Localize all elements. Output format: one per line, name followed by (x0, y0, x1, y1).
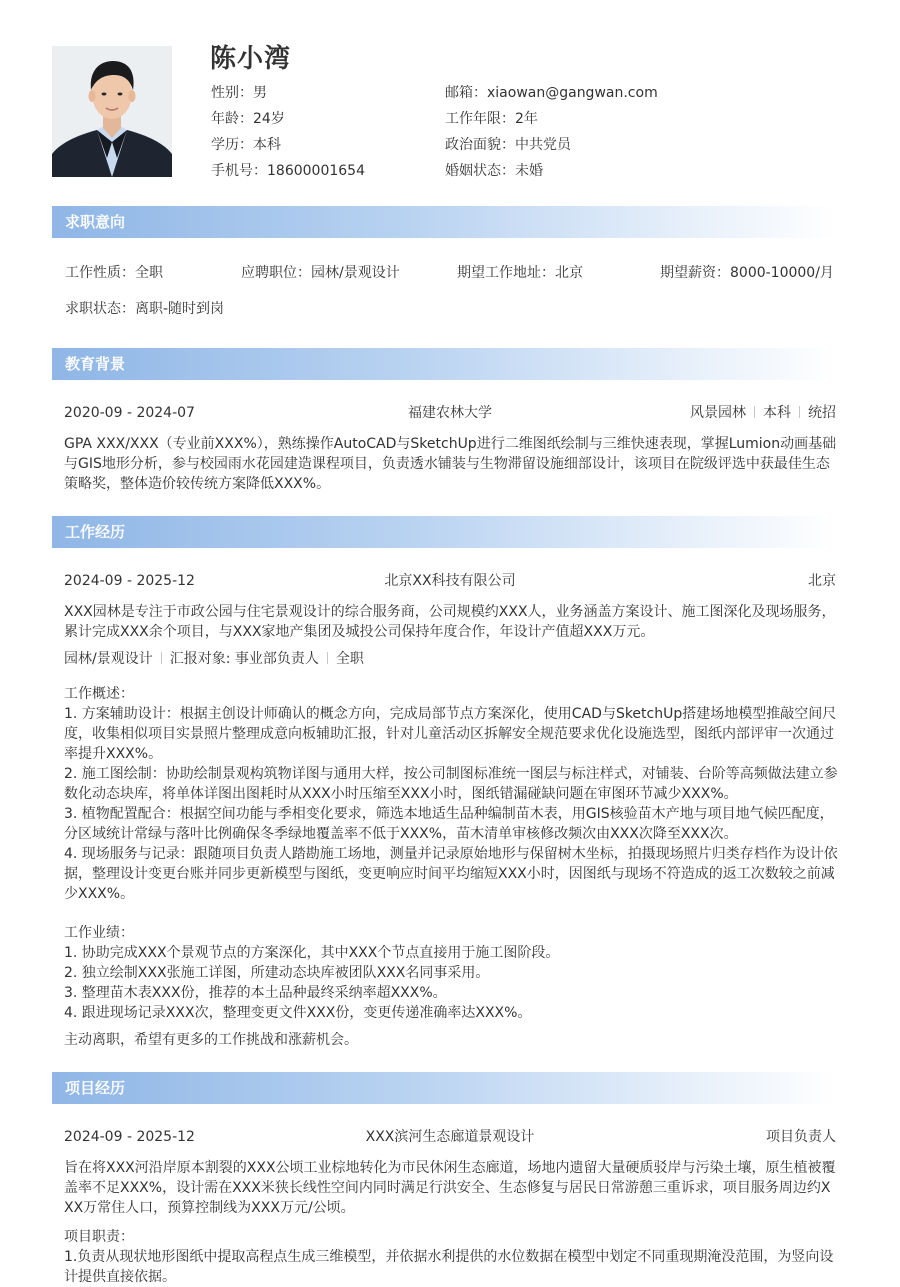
intent-value: 园林/景观设计 (311, 265, 400, 281)
info-label: 邮箱： (445, 85, 487, 101)
intent-value: 8000-10000/月 (730, 265, 834, 281)
info-label: 工作年限： (445, 111, 515, 127)
basic-info (211, 82, 731, 186)
work-date: 2024-09 - 2025-12 (64, 573, 195, 589)
section-title: 项目经历 (65, 1079, 126, 1097)
project-header (64, 1127, 836, 1147)
report-to-tag: 汇报对象: 事业部负责人 (169, 651, 319, 667)
info-value: 24岁 (253, 111, 285, 127)
summary-title: 工作概述： (64, 686, 134, 702)
achievement-item: 3. 整理苗木表XXX份，推荐的本土品种最终采纳率超XXX%。 (64, 985, 447, 1001)
intent-item (65, 262, 163, 282)
info-label: 手机号： (211, 163, 267, 179)
divider (327, 652, 328, 664)
info-label: 年龄： (211, 111, 253, 127)
intent-label: 期望薪资： (660, 265, 730, 281)
divider (754, 406, 755, 418)
summary-item: 3. 植物配置配合：根据空间功能与季相变化要求，筛选本地适生品种编制苗木表，用GIS核验苗木产地与项目地气候匹配度，分区域统计常绿与落叶比例确保冬季绿地覆盖率不低于XXX%，苗木清单审核修改频次由XXX次降至XXX次。 (64, 806, 834, 842)
intent-item (65, 298, 224, 318)
section-header-education (52, 348, 836, 380)
project-duties (64, 1227, 838, 1287)
info-value: 本科 (253, 137, 281, 153)
achievement-item: 2. 独立绘制XXX张施工详图，所建动态块库被团队XXX名同事采用。 (64, 965, 490, 981)
position-tag: 园林/景观设计 (64, 651, 153, 667)
avatar (52, 46, 172, 177)
achievement-item: 4. 跟进现场记录XXX次，整理变更文件XXX份，变更传递准确率达XXX%。 (64, 1005, 532, 1021)
section-header-intent (52, 206, 836, 238)
education-date: 2020-09 - 2024-07 (64, 405, 195, 421)
section-title: 工作经历 (65, 523, 126, 541)
major-tag: 风景园林 (690, 405, 746, 421)
intent-label: 工作性质： (65, 265, 135, 281)
intent-label: 期望工作地址： (457, 265, 555, 281)
project-description: 旨在将XXX河沿岸原本割裂的XXX公顷工业棕地转化为市民休闲生态廊道，场地内遗留大量硬质驳岸与污染土壤，原生植被覆盖率不足XXX%，设计需在XXX米狭长线性空间内同时满足行洪安全、生态修复与居民日常游憩三重诉求，项目服务周边约XXX万常住人口，预算控制线为XXX万元/公顷。 (64, 1160, 836, 1216)
candidate-name: 陈小湾 (210, 44, 292, 74)
info-label: 学历： (211, 137, 253, 153)
intent-item (660, 262, 834, 282)
intent-item (457, 262, 583, 282)
info-value: 未婚 (515, 163, 543, 179)
info-row (211, 134, 731, 160)
info-value: 男 (253, 85, 267, 101)
project-role: 项目负责人 (766, 1129, 836, 1145)
intent-item (241, 262, 400, 282)
intent-value: 全职 (135, 265, 163, 281)
work-city: 北京 (808, 573, 836, 589)
work-tags (64, 649, 364, 669)
project-name: XXX滨河生态廊道景观设计 (365, 1129, 535, 1145)
info-value: 2年 (515, 111, 538, 127)
company-name: 北京XX科技有限公司 (384, 573, 516, 589)
intent-value: 北京 (555, 265, 583, 281)
info-value: 中共党员 (515, 137, 571, 153)
duty-title: 项目职责： (64, 1229, 134, 1245)
info-label: 婚姻状态： (445, 163, 515, 179)
company-intro: XXX园林是专注于市政公园与住宅景观设计的综合服务商，公司规模约XXX人，业务涵盖方案设计、施工图深化及现场服务，累计完成XXX余个项目，与XXX家地产集团及城投公司保持年度合作，年设计产值超XXX万元。 (64, 604, 836, 640)
info-label: 政治面貌： (445, 137, 515, 153)
intent-label: 应聘职位： (241, 265, 311, 281)
divider (799, 406, 800, 418)
info-row (211, 108, 731, 134)
job-type-tag: 全职 (335, 651, 364, 667)
education-header (64, 403, 836, 423)
summary-item: 1. 方案辅助设计：根据主创设计师确认的概念方向，完成局部节点方案深化，使用CAD与SketchUp搭建场地模型推敲空间尺度，收集相似项目实景照片整理成意向板辅助汇报，针对儿童活动区拆解安全规范要求优化设施选型，图纸内部评审一次通过率提升XXX%。 (64, 706, 837, 762)
achievement-item: 1. 协助完成XXX个景观节点的方案深化，其中XXX个节点直接用于施工图阶段。 (64, 945, 560, 961)
intent-label: 求职状态： (65, 301, 135, 317)
info-row (211, 160, 731, 186)
info-label: 性别： (211, 85, 253, 101)
work-summary (64, 684, 838, 904)
section-title: 教育背景 (65, 355, 126, 373)
work-achievements (64, 923, 838, 1023)
enrollment-tag: 统招 (808, 405, 836, 421)
section-header-work (52, 516, 836, 548)
project-date: 2024-09 - 2025-12 (64, 1129, 195, 1145)
degree-tag: 本科 (763, 405, 791, 421)
work-header (64, 571, 836, 591)
section-header-project (52, 1072, 836, 1104)
education-tags (690, 403, 836, 423)
achievement-title: 工作业绩： (64, 925, 134, 941)
divider (161, 652, 162, 664)
summary-item: 4. 现场服务与记录：跟随项目负责人踏勘施工场地，测量并记录原始地形与保留树木坐标，拍摄现场照片归类存档作为设计依据，整理设计变更台账并同步更新模型与图纸，变更响应时间平均缩短XXX小时，因图纸与现场不符造成的返工次数较之前减少XXX%。 (64, 846, 838, 902)
person-photo-icon (52, 46, 172, 177)
education-description: GPA XXX/XXX（专业前XXX%），熟练操作AutoCAD与SketchUp进行二维图纸绘制与三维快速表现，掌握Lumion动画基础与GIS地形分析，参与校园雨水花园建造课程项目，负责透水铺装与生物滞留设施细部设计，该项目在院级评选中获最佳生态策略奖，整体造价较传统方案降低XXX%。 (64, 436, 837, 492)
section-title: 求职意向 (65, 213, 126, 231)
leave-reason: 主动离职，希望有更多的工作挑战和涨薪机会。 (64, 1032, 358, 1048)
intent-value: 离职-随时到岗 (135, 301, 225, 317)
school-name: 福建农林大学 (408, 405, 492, 421)
info-row (211, 82, 731, 108)
phone-value[interactable]: 18600001654 (267, 163, 365, 179)
summary-item: 2. 施工图绘制：协助绘制景观构筑物详图与通用大样，按公司制图标准统一图层与标注样式，对铺装、台阶等高频做法建立参数化动态块库，将单体详图出图耗时从XXX小时压缩至XXX小时，图纸错漏碰缺问题在审图环节减少XXX%。 (64, 766, 838, 802)
email-value[interactable]: xiaowan@gangwan.com (487, 85, 658, 101)
duty-item: 1.负责从现状地形图纸中提取高程点生成三维模型，并依据水利提供的水位数据在模型中划定不同重现期淹没范围，为竖向设计提供直接依据。 (64, 1249, 834, 1285)
